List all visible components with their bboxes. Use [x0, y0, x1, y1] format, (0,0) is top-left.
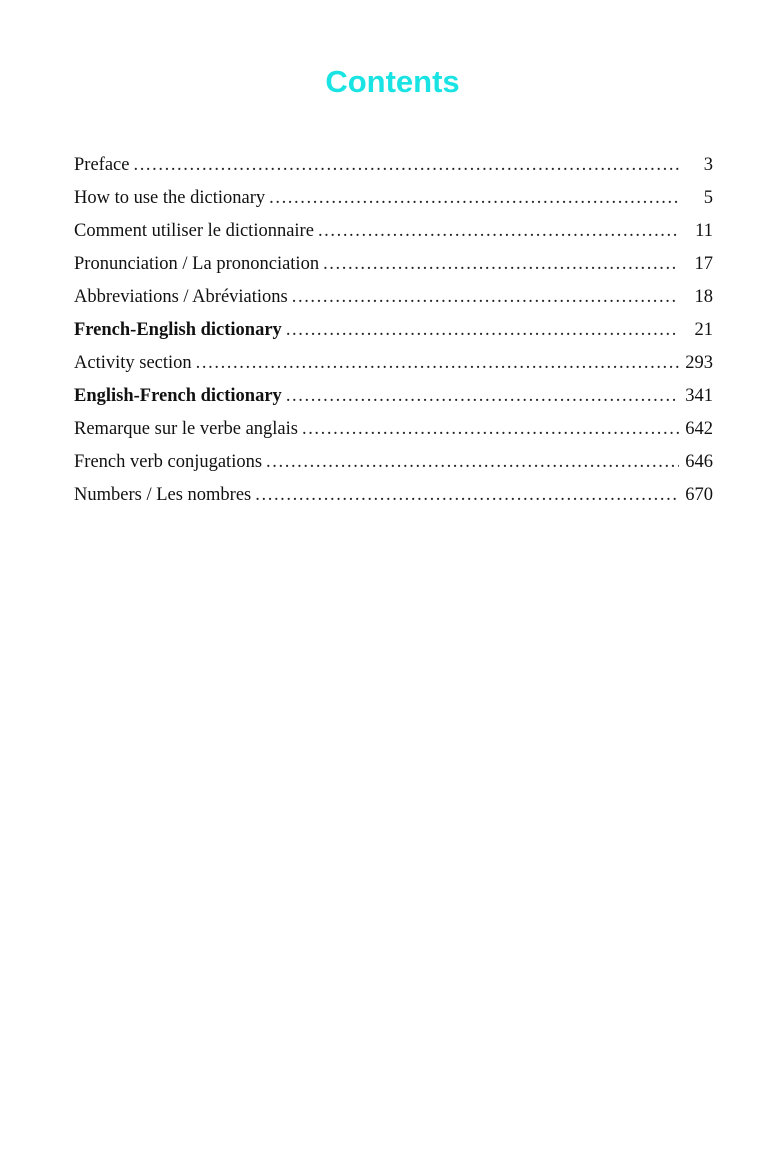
- toc-entry-abbreviations[interactable]: [74, 281, 713, 314]
- toc-page-number: 3: [703, 155, 713, 175]
- toc-entry-pronunciation[interactable]: [74, 248, 713, 281]
- dot-leader: [266, 446, 679, 479]
- toc-entry-verb-conjugations[interactable]: [74, 446, 713, 479]
- toc-page-number: 293: [685, 353, 713, 373]
- toc-entry-numbers[interactable]: [74, 479, 713, 512]
- toc-page-number: 5: [703, 188, 713, 208]
- toc-entry-preface[interactable]: [74, 149, 713, 182]
- dot-leader: [255, 479, 679, 512]
- table-of-contents: [74, 149, 713, 512]
- toc-entry-activity-section[interactable]: [74, 347, 713, 380]
- dot-leader: [196, 347, 679, 380]
- toc-page-number: 11: [695, 221, 713, 241]
- toc-entry-title: Numbers / Les nombres: [74, 485, 252, 505]
- toc-entry-remarque[interactable]: [74, 413, 713, 446]
- toc-page-number: 17: [694, 254, 713, 274]
- toc-page-number: 21: [694, 320, 713, 340]
- toc-entry-title: French-English dictionary: [74, 320, 282, 340]
- toc-entry-title: Abbreviations / Abréviations: [74, 287, 288, 307]
- toc-page-number: 642: [685, 419, 713, 439]
- toc-page-number: 18: [694, 287, 713, 307]
- toc-entry-title: Remarque sur le verbe anglais: [74, 419, 298, 439]
- toc-entry-title: Activity section: [74, 353, 192, 373]
- toc-entry-title: English-French dictionary: [74, 386, 282, 406]
- toc-entry-how-to-use[interactable]: [74, 182, 713, 215]
- toc-entry-title: French verb conjugations: [74, 452, 263, 472]
- toc-entry-french-english[interactable]: [74, 314, 713, 347]
- toc-entry-title: How to use the dictionary: [74, 188, 266, 208]
- toc-page-number: 670: [685, 485, 713, 505]
- toc-page-number: 646: [685, 452, 713, 472]
- dot-leader: [292, 281, 679, 314]
- toc-entry-english-french[interactable]: [74, 380, 713, 413]
- dot-leader: [286, 314, 679, 347]
- toc-entry-comment-utiliser[interactable]: [74, 215, 713, 248]
- page-title: Contents: [325, 64, 460, 99]
- toc-entry-title: Comment utiliser le dictionnaire: [74, 221, 314, 241]
- dot-leader: [302, 413, 679, 446]
- dot-leader: [286, 380, 679, 413]
- toc-page-number: 341: [685, 386, 713, 406]
- dot-leader: [133, 149, 679, 182]
- dot-leader: [269, 182, 679, 215]
- toc-entry-title: Preface: [74, 155, 130, 175]
- dot-leader: [323, 248, 679, 281]
- toc-entry-title: Pronunciation / La prononciation: [74, 254, 320, 274]
- dot-leader: [318, 215, 679, 248]
